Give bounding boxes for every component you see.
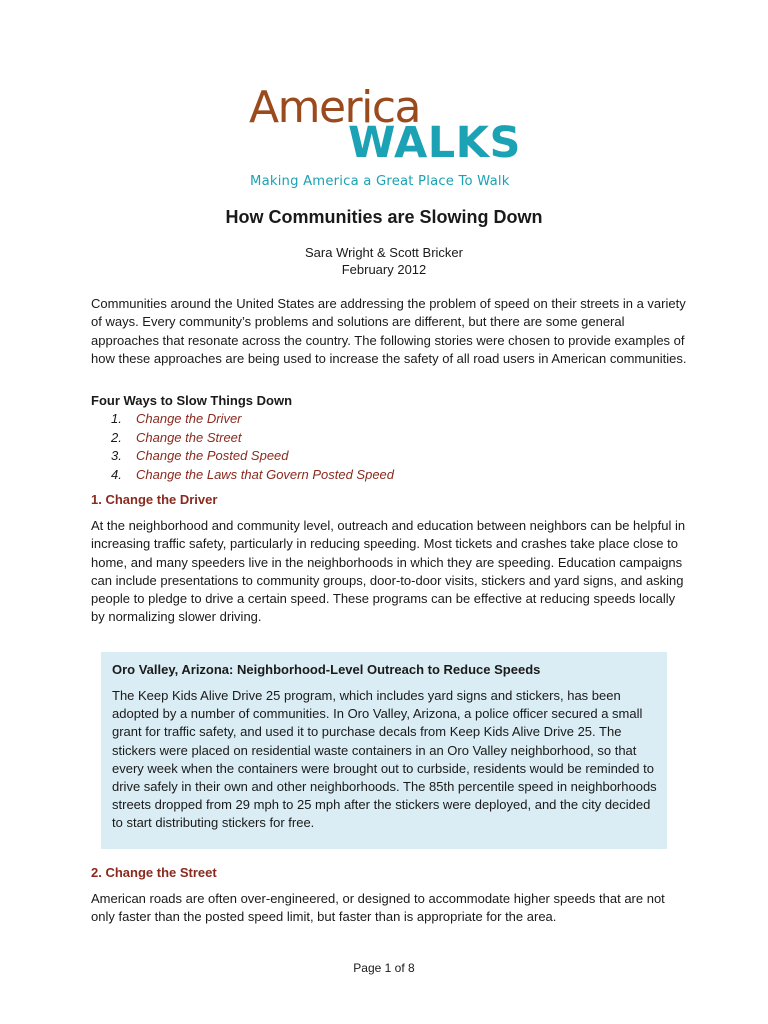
intro-paragraph: Communities around the United States are addressing the problem of speed on their streets in a variety of ways. Every community’s problems and solutions are different, but there are some general approaches that resonate across the country. The following stories were chosen to provide examples of how these approaches are being used to increase the safety of all road users in American communities.: [91, 296, 687, 366]
list-number: 4.: [111, 467, 122, 483]
byline: [0, 244, 768, 278]
list-item: [111, 447, 394, 466]
list-item: [111, 466, 394, 485]
document-title: How Communities are Slowing Down: [225, 207, 543, 227]
section-body-change-the-driver: At the neighborhood and community level, outreach and education between neighbors can be helpful in increasing traffic safety, particularly in reducing speeding. Most tickets and crashes take place close to home, and many speeders live in the neighborhoods in which they are speeding. Education campaigns can include presentations to community groups, door-to-door visits, stickers and yard signs, and asking people to pledge to drive a certain speed. These programs can be effective at reducing speeds locally by normalizing slower driving.: [91, 518, 686, 625]
publication-date: February 2012: [341, 262, 427, 277]
callout-title: Oro Valley, Arizona: Neighborhood-Level Outreach to Reduce Speeds: [112, 662, 541, 677]
ways-heading: Four Ways to Slow Things Down: [91, 393, 293, 408]
list-number: 1.: [111, 411, 122, 426]
authors: Sara Wright & Scott Bricker: [305, 245, 463, 260]
link-change-laws[interactable]: Change the Laws that Govern Posted Speed: [136, 467, 395, 483]
logo-wordmark-america: America: [249, 82, 420, 133]
list-item: [111, 429, 394, 448]
link-change-the-street[interactable]: Change the Street: [136, 429, 242, 445]
ways-list: [111, 410, 394, 485]
section-body-change-the-street: American roads are often over-engineered, or designed to accommodate higher speeds that are not only faster than the posted speed limit, but faster than is appropriate for the area.: [91, 891, 665, 925]
list-item: [111, 410, 394, 429]
logo-tagline: Making America a Great Place To Walk: [250, 174, 510, 189]
logo-wordmark-walks: WALKS: [348, 118, 521, 168]
page-number: Page 1 of 8: [353, 961, 415, 975]
link-change-the-driver[interactable]: Change the Driver: [136, 411, 242, 426]
america-walks-logo: [249, 82, 524, 192]
list-number: 3.: [111, 448, 122, 464]
link-change-posted-speed[interactable]: Change the Posted Speed: [136, 448, 289, 464]
case-study-callout: [101, 652, 667, 849]
callout-body: The Keep Kids Alive Drive 25 program, which includes yard signs and stickers, has been adopted by a number of communities. In Oro Valley, Arizona, a police officer secured a small grant for traffic safety, and used it to purchase decals from Keep Kids Alive Drive 25. The stickers were placed on residential waste containers in an Oro Valley neighborhood, so that every week when the containers were brought out to curbside, residents would be reminded to drive safely in their own and other neighborhoods. The 85th percentile speed in neighborhoods streets dropped from 29 mph to 25 mph after the stickers were deployed, and the city decided to start distributing stickers for free.: [112, 688, 657, 831]
section-heading-change-the-street: 2. Change the Street: [91, 865, 217, 880]
section-heading-change-the-driver: 1. Change the Driver: [91, 492, 218, 507]
list-number: 2.: [111, 429, 122, 445]
